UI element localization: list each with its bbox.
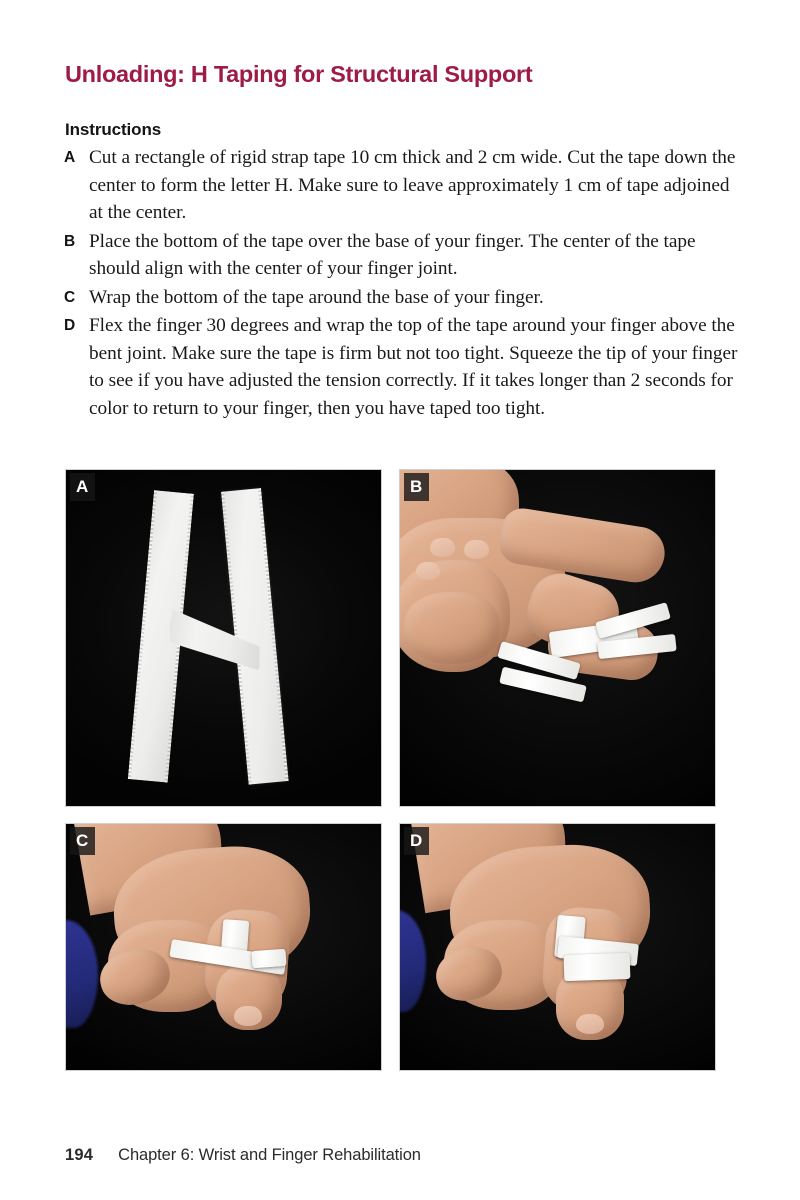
figure-c-photo — [66, 824, 381, 1070]
figure-d-photo — [400, 824, 715, 1070]
figure-a-photo — [66, 470, 381, 806]
list-item — [64, 228, 744, 283]
tape-wrap-around — [564, 953, 631, 981]
step-letter-d: D — [64, 317, 76, 334]
page-footer — [65, 1146, 421, 1165]
step-text-a: Cut a rectangle of rigid strap tape 10 cm thick and 2 cm wide. Cut the tape down the center to form the letter H. Make sure to leave approximately 1 cm of tape adjoined at the center. — [89, 147, 736, 223]
instruction-list — [64, 144, 744, 423]
photo-a-background — [66, 470, 381, 806]
tape-serrated-edge — [128, 490, 157, 779]
fingernail — [416, 562, 440, 580]
fingernail — [464, 540, 489, 559]
figure-label-d: D — [404, 827, 429, 855]
figure-label-b: B — [404, 473, 429, 501]
figure-c — [65, 823, 382, 1071]
figure-b-photo — [400, 470, 715, 806]
step-letter-c: C — [64, 288, 76, 306]
fingernail — [576, 1014, 604, 1034]
list-item — [64, 312, 744, 422]
list-item — [64, 284, 744, 312]
instructions-heading: Instructions — [65, 120, 162, 139]
figure-a — [65, 469, 382, 807]
figure-label-a: A — [70, 473, 95, 501]
step-text-b: Place the bottom of the tape over the base of your finger. The center of the tape should align with the center of your finger joint. — [89, 230, 696, 279]
list-item — [64, 144, 744, 227]
fingernail — [234, 1006, 262, 1026]
fingernail — [430, 538, 455, 557]
page-title: Unloading: H Taping for Structural Support — [65, 61, 533, 87]
footer-page-number: 194 — [65, 1146, 94, 1164]
figure-grid — [65, 469, 716, 1071]
figure-row-bottom — [65, 823, 716, 1071]
step-text-d: Flex the finger 30 degrees and wrap the top of the tape around your finger above the bent joint. Make sure the tape is firm but not too tight. Squeeze the tip of your finger to see if you have adjusted the tension correctly. If it takes longer than 2 seconds for color to return to your finger, then you have taped too tight. — [89, 315, 738, 419]
figure-d — [399, 823, 716, 1071]
tape-tail-right — [251, 949, 286, 968]
figure-b — [399, 469, 716, 807]
hand-curled-finger — [404, 592, 500, 664]
figure-label-c: C — [70, 827, 95, 855]
step-text-c: Wrap the bottom of the tape around the base of your finger. — [89, 286, 544, 308]
tape-serrated-edge — [258, 488, 289, 781]
footer-chapter-title: Chapter 6: Wrist and Finger Rehabilitation — [118, 1146, 421, 1164]
step-letter-a: A — [64, 149, 76, 166]
figure-row-top — [65, 469, 716, 807]
step-letter-b: B — [64, 232, 76, 250]
